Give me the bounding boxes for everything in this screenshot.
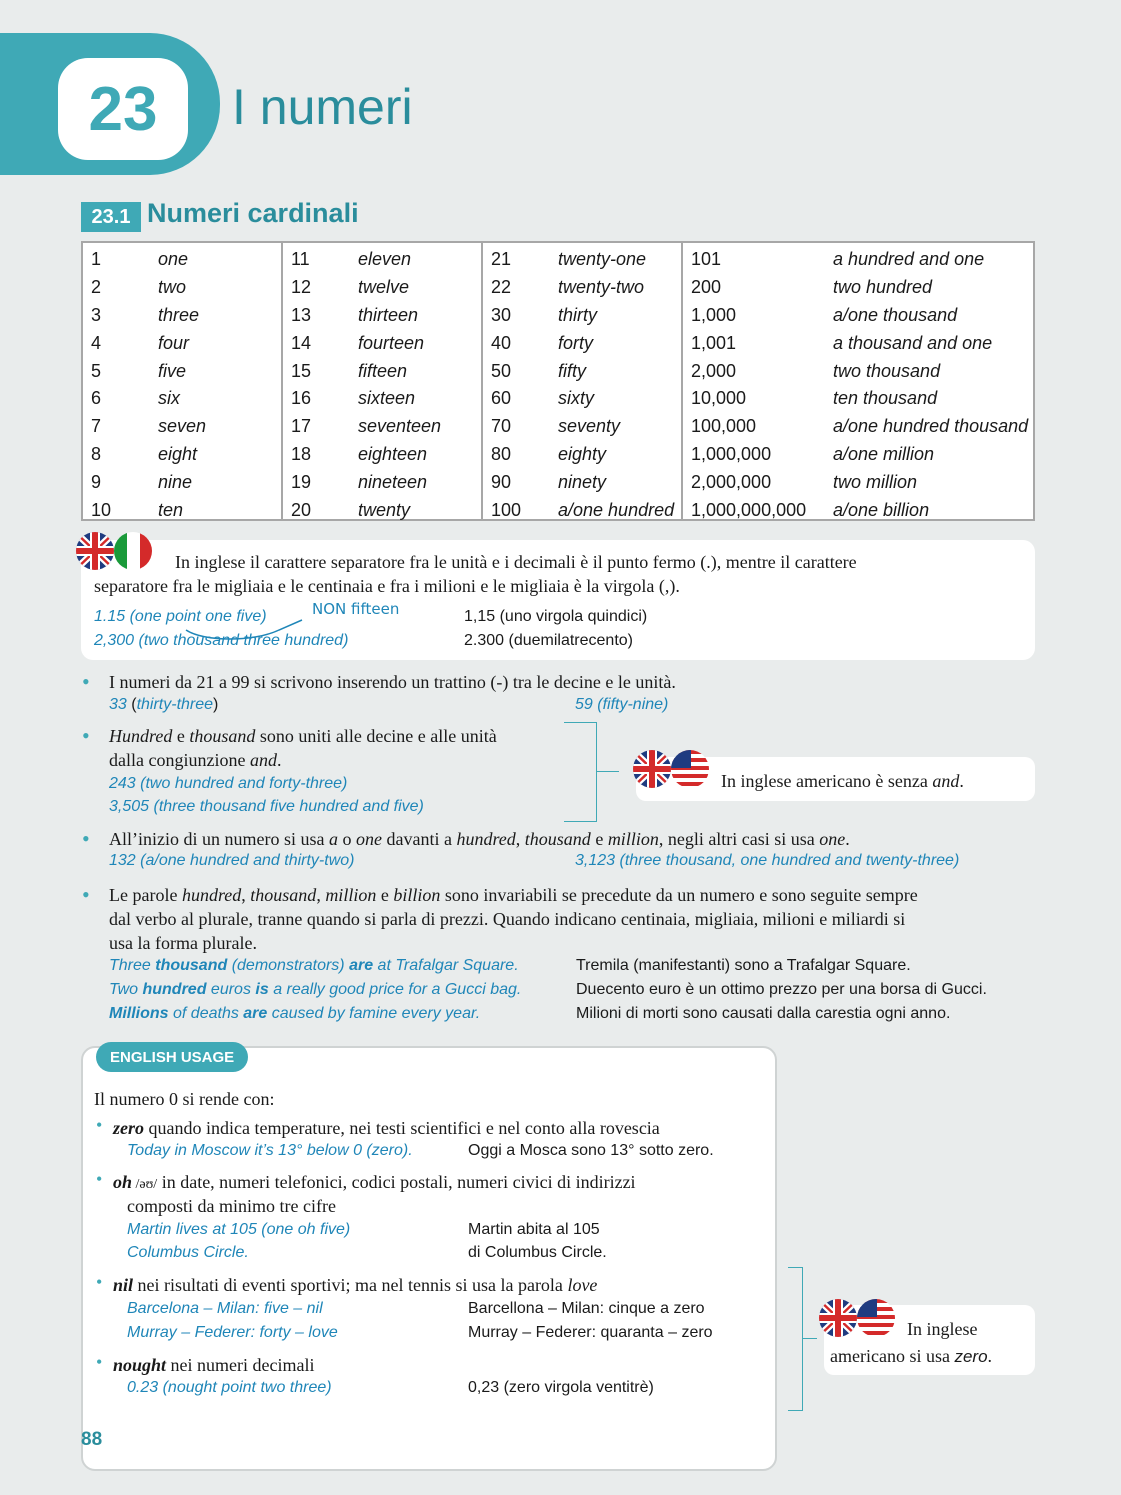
number-digits: 22	[491, 277, 512, 298]
number-words: ten	[158, 499, 184, 520]
number-words: two hundred	[833, 277, 933, 298]
number-words: five	[158, 360, 187, 381]
number-digits: 8	[91, 443, 102, 464]
number-row	[683, 357, 1033, 385]
number-words: six	[158, 388, 180, 409]
rule4-line1: Le parole hundred, thousand, million e billion sono invariabili se precedute da un numero e sono seguite sempre	[109, 885, 918, 905]
nought-rule: nought nei numeri decimali	[113, 1355, 315, 1375]
rule4-example: Two hundred euros is a really good price for a Gucci bag.	[109, 981, 522, 998]
number-words: nine	[158, 471, 193, 492]
number-digits: 21	[491, 249, 512, 270]
number-digits: 1,000,000	[691, 443, 772, 464]
number-row	[683, 274, 1033, 302]
uk-italy-flags-icon	[75, 530, 157, 572]
handwritten-note: NON fifteen	[312, 600, 400, 618]
number-digits: 12	[291, 277, 312, 298]
rule2-example-1: 243 (two hundred and forty-three)	[109, 775, 348, 792]
number-row	[683, 441, 1033, 469]
number-words: sixty	[558, 388, 594, 409]
number-words: ten thousand	[833, 388, 938, 409]
number-row	[283, 385, 481, 413]
english-usage-intro: Il numero 0 si rende con:	[94, 1089, 275, 1109]
cardinal-numbers-table	[81, 241, 1035, 521]
rule4-example: Millions of deaths are caused by famine every year.	[109, 1005, 481, 1022]
zero-rule: zero quando indica temperature, nei testi scientifici e nel conto alla rovescia	[113, 1118, 660, 1138]
rule4-line3: usa la forma plurale.	[109, 933, 257, 953]
number-words: a/one hundred	[558, 499, 675, 520]
number-row	[483, 468, 681, 496]
number-words: twenty-one	[558, 249, 647, 270]
bullet-icon: •	[96, 1272, 103, 1292]
number-digits: 200	[691, 277, 722, 298]
separator-example-1: 1.15 (one point one five)	[94, 608, 267, 625]
numbers-column	[683, 243, 1033, 519]
number-row	[683, 329, 1033, 357]
number-digits: 10,000	[691, 388, 747, 409]
number-row	[483, 441, 681, 469]
number-words: eight	[158, 443, 198, 464]
number-words: seventy	[558, 416, 621, 437]
number-digits: 18	[291, 443, 312, 464]
number-words: fourteen	[358, 332, 425, 353]
number-digits: 90	[491, 471, 512, 492]
number-digits: 100	[491, 499, 522, 520]
number-digits: 2,000,000	[691, 471, 772, 492]
number-digits: 17	[291, 416, 312, 437]
number-digits: 4	[91, 332, 102, 353]
number-digits: 14	[291, 332, 312, 353]
number-words: twenty	[358, 499, 411, 520]
number-row	[83, 329, 281, 357]
number-digits: 20	[291, 499, 312, 520]
number-row	[283, 496, 481, 524]
number-row	[483, 302, 681, 330]
number-words: two million	[833, 471, 918, 492]
number-digits: 7	[91, 416, 102, 437]
oh-translation-1: Martin abita al 105	[468, 1221, 600, 1238]
number-row	[683, 246, 1033, 274]
rule1-example-b: 59 (fifty-nine)	[575, 696, 669, 713]
nought-translation: 0,23 (zero virgola ventitrè)	[468, 1379, 654, 1396]
separator-translation-2: 2.300 (duemilatrecento)	[464, 632, 633, 649]
number-row	[283, 274, 481, 302]
number-row	[683, 302, 1033, 330]
number-row	[483, 496, 681, 524]
rule4-translation: Duecento euro è un ottimo prezzo per una borsa di Gucci.	[576, 981, 987, 998]
english-usage-tag: ENGLISH USAGE	[96, 1042, 248, 1072]
number-words: ninety	[558, 471, 607, 492]
rule4-translation: Tremila (manifestanti) sono a Trafalgar Square.	[576, 957, 911, 974]
zero-translation: Oggi a Mosca sono 13° sotto zero.	[468, 1142, 714, 1159]
number-digits: 5	[91, 360, 102, 381]
bracket-connector	[803, 1338, 817, 1339]
number-digits: 13	[291, 304, 312, 325]
number-row	[483, 329, 681, 357]
number-words: seventeen	[358, 416, 442, 437]
number-words: twelve	[358, 277, 410, 298]
number-words: a/one hundred thousand	[833, 416, 1029, 437]
number-row	[83, 302, 281, 330]
zero-example: Today in Moscow it’s 13° below 0 (zero).	[127, 1142, 413, 1159]
rule3-text: All’inizio di un numero si usa a o one davanti a hundred, thousand e million, negli altri casi si usa one.	[109, 829, 850, 849]
rule2-line2: dalla congiunzione and.	[109, 750, 282, 770]
bullet-icon: •	[96, 1115, 103, 1135]
number-words: a/one million	[833, 443, 935, 464]
number-words: twenty-two	[558, 277, 645, 298]
bullet-icon: •	[82, 826, 90, 851]
american-note-2-line1: In inglese	[907, 1319, 978, 1339]
number-digits: 100,000	[691, 416, 757, 437]
number-row	[83, 468, 281, 496]
nil-example-1: Barcelona – Milan: five – nil	[127, 1300, 323, 1317]
page-number: 88	[81, 1429, 103, 1450]
number-words: two thousand	[833, 360, 941, 381]
numbers-column	[283, 243, 483, 519]
separator-translation-1: 1,15 (uno virgola quindici)	[464, 608, 648, 625]
nil-translation-1: Barcellona – Milan: cinque a zero	[468, 1300, 705, 1317]
number-words: eighteen	[358, 443, 428, 464]
number-digits: 1,000,000,000	[691, 499, 807, 520]
american-note-2-line2: americano si usa zero.	[830, 1346, 993, 1366]
number-row	[683, 385, 1033, 413]
number-digits: 1	[91, 249, 102, 270]
number-digits: 9	[91, 471, 102, 492]
number-row	[283, 441, 481, 469]
number-row	[683, 468, 1033, 496]
numbers-column	[483, 243, 683, 519]
number-digits: 3	[91, 304, 102, 325]
bracket	[788, 1267, 803, 1411]
number-words: two	[158, 277, 187, 298]
number-digits: 2,000	[691, 360, 737, 381]
number-digits: 30	[491, 304, 512, 325]
number-words: thirteen	[358, 304, 419, 325]
number-digits: 6	[91, 388, 102, 409]
number-words: seven	[158, 416, 207, 437]
number-row	[483, 385, 681, 413]
rule4-translation: Milioni di morti sono causati dalla carestia ogni anno.	[576, 1005, 951, 1022]
number-row	[283, 413, 481, 441]
number-row	[683, 413, 1033, 441]
number-row	[83, 274, 281, 302]
number-words: sixteen	[358, 388, 416, 409]
number-words: forty	[558, 332, 594, 353]
number-digits: 15	[291, 360, 312, 381]
number-row	[483, 274, 681, 302]
number-digits: 40	[491, 332, 512, 353]
rule2-example-2: 3,505 (three thousand five hundred and five)	[109, 798, 424, 815]
oh-rule: oh /əʊ/ in date, numeri telefonici, codici postali, numeri civici di indirizzi	[113, 1172, 636, 1192]
number-row	[483, 413, 681, 441]
rule3-example-2: 3,123 (three thousand, one hundred and twenty-three)	[575, 852, 960, 869]
oh-example-2: Columbus Circle.	[127, 1244, 249, 1261]
number-words: eighty	[558, 443, 607, 464]
number-row	[283, 468, 481, 496]
number-digits: 50	[491, 360, 512, 381]
number-digits: 60	[491, 388, 512, 409]
number-digits: 16	[291, 388, 312, 409]
number-row	[83, 496, 281, 524]
number-words: a/one billion	[833, 499, 930, 520]
number-row	[483, 246, 681, 274]
number-row	[483, 357, 681, 385]
nil-translation-2: Murray – Federer: quaranta – zero	[468, 1324, 713, 1341]
numbers-column	[83, 243, 283, 519]
number-digits: 10	[91, 499, 112, 520]
number-words: eleven	[358, 249, 412, 270]
number-digits: 1,001	[691, 332, 737, 353]
number-words: thirty	[558, 304, 598, 325]
number-row	[83, 413, 281, 441]
nil-example-2: Murray – Federer: forty – love	[127, 1324, 338, 1341]
number-words: fifteen	[358, 360, 408, 381]
number-digits: 80	[491, 443, 512, 464]
number-row	[83, 385, 281, 413]
number-row	[283, 357, 481, 385]
number-row	[283, 329, 481, 357]
bracket	[564, 722, 597, 822]
section-title: Numeri cardinali	[147, 198, 359, 228]
bullet-icon: •	[82, 882, 90, 907]
nil-rule: nil nei risultati di eventi sportivi; ma nel tennis si usa la parola love	[113, 1275, 598, 1295]
uk-us-flags-icon	[632, 748, 712, 790]
rule4-line2: dal verbo al plurale, tranne quando si parla di prezzi. Quando indicano centinaia, migliaia, milioni e miliardi si	[109, 909, 906, 929]
rule2-line1: Hundred e thousand sono uniti alle decine e alle unità	[109, 726, 497, 746]
rule3-example-1: 132 (a/one hundred and thirty-two)	[109, 852, 355, 869]
bullet-icon: •	[96, 1352, 103, 1372]
number-words: fifty	[558, 360, 587, 381]
number-digits: 19	[291, 471, 312, 492]
bracket-connector	[597, 771, 619, 772]
american-note-1: In inglese americano è senza and.	[721, 771, 964, 791]
section-number: 23.1	[81, 202, 141, 232]
number-row	[283, 246, 481, 274]
number-digits: 11	[291, 249, 310, 270]
number-words: nineteen	[358, 471, 428, 492]
number-words: four	[158, 332, 190, 353]
uk-us-flags-icon	[818, 1297, 898, 1339]
oh-example-1: Martin lives at 105 (one oh five)	[127, 1221, 351, 1238]
nought-example: 0.23 (nought point two three)	[127, 1379, 332, 1396]
rule4-example: Three thousand (demonstrators) are at Trafalgar Square.	[109, 957, 519, 974]
chapter-number: 23	[58, 58, 188, 160]
number-digits: 70	[491, 416, 512, 437]
number-words: three	[158, 304, 200, 325]
number-row	[83, 357, 281, 385]
bullet-icon: •	[82, 723, 90, 748]
number-words: one	[158, 249, 189, 270]
bullet-icon: •	[96, 1169, 103, 1189]
separator-note-line1: In inglese il carattere separatore fra le unità e i decimali è il punto fermo (.), mentre il carattere	[175, 552, 857, 572]
number-row	[83, 246, 281, 274]
rule1-text: I numeri da 21 a 99 si scrivono inserendo un trattino (-) tra le decine e le unità.	[109, 672, 676, 692]
number-digits: 101	[691, 249, 722, 270]
number-digits: 2	[91, 277, 102, 298]
rule1-example-a: 33 (thirty-three)	[109, 696, 219, 713]
separator-example-2: 2,300 (two thousand three hundred)	[94, 632, 349, 649]
bullet-icon: •	[82, 669, 90, 694]
number-row	[83, 441, 281, 469]
chapter-title: I numeri	[232, 79, 413, 135]
oh-translation-2: di Columbus Circle.	[468, 1244, 607, 1261]
number-words: a hundred and one	[833, 249, 985, 270]
oh-rule-line2: composti da minimo tre cifre	[127, 1196, 336, 1216]
number-words: a/one thousand	[833, 304, 958, 325]
number-digits: 1,000	[691, 304, 737, 325]
separator-note-line2: separatore fra le migliaia e le centinaia e fra i milioni e le migliaia è la virgola (,).	[94, 576, 680, 596]
number-words: a thousand and one	[833, 332, 993, 353]
number-row	[283, 302, 481, 330]
number-row	[683, 496, 1033, 524]
